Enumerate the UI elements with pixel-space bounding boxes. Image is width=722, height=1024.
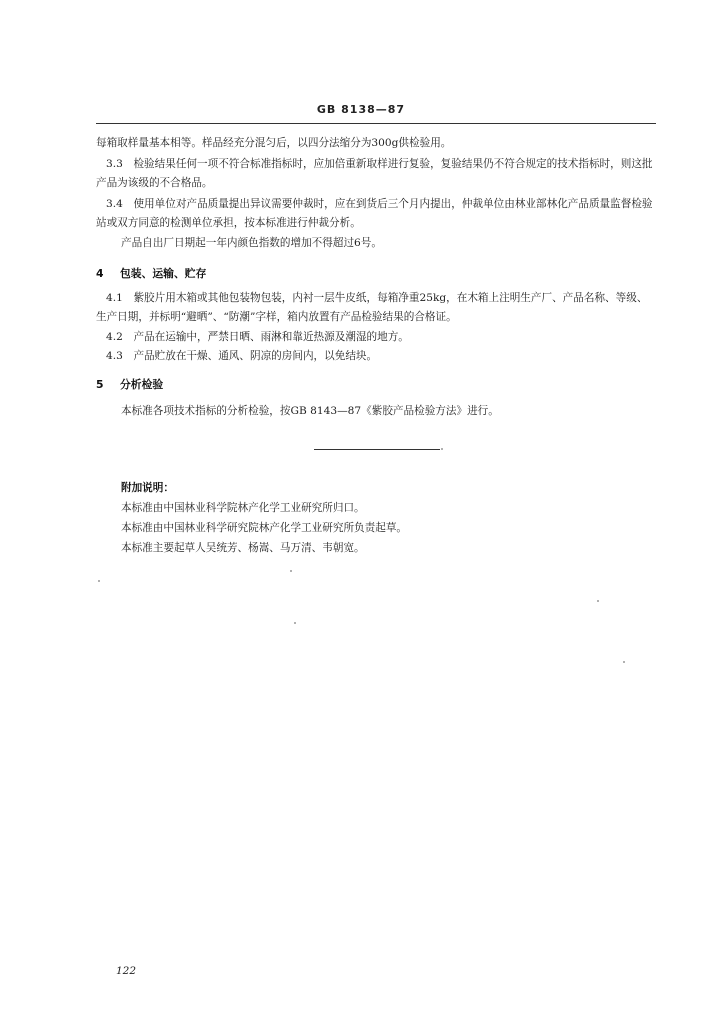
scan-speck xyxy=(290,570,292,572)
end-rule xyxy=(314,449,440,450)
section-number: 5 xyxy=(96,378,104,391)
clause-4-3: 4.3 产品贮放在干燥、通风、阴凉的房间内，以免结块。 xyxy=(106,350,378,362)
section-5-text: 本标准各项技术指标的分析检验，按GB 8143—87《紫胶产品检验方法》进行。 xyxy=(121,405,499,417)
note-line: 本标准主要起草人吴统芳、杨嵩、马万清、韦朝宽。 xyxy=(121,542,365,554)
note-line: 本标准由中国林业科学研究院林产化学工业研究所负责起草。 xyxy=(121,522,408,534)
section-heading-5 xyxy=(96,377,163,392)
paragraph-continued: 每箱取样量基本相等。样品经充分混匀后，以四分法缩分为300g供检验用。 xyxy=(96,137,452,149)
scan-speck xyxy=(98,580,100,582)
section-heading-4 xyxy=(96,266,206,281)
note-line: 本标准由中国林业科学院林产化学工业研究所归口。 xyxy=(121,502,365,514)
scan-speck xyxy=(597,600,599,602)
notes-title: 附加说明： xyxy=(121,482,174,494)
scan-speck xyxy=(441,448,443,450)
page-header: GB 8138—87 xyxy=(316,103,406,116)
section-title: 包装、运输、贮存 xyxy=(120,267,207,280)
paragraph-3-4: 3.4 使用单位对产品质量提出异议需要仲裁时，应在到货后三个月内提出，仲裁单位由林业部林化产品质量监督检验站或双方同意的检测单位承担，按本标准进行仲裁分析。 xyxy=(96,198,653,229)
paragraph-3-4-color: 产品自出厂日期起一年内颜色指数的增加不得超过6号。 xyxy=(121,237,382,249)
scan-speck xyxy=(623,661,625,663)
page-number: 122 xyxy=(116,965,137,977)
clause-4-1: 4.1 紫胶片用木箱或其他包装物包装，内衬一层牛皮纸，每箱净重25kg，在木箱上注明生产厂、产品名称、等级、生产日期，并标明“避晒”、“防潮”字样，箱内放置有产品检验结果的合格证。 xyxy=(96,292,648,323)
section-title: 分析检验 xyxy=(120,378,164,391)
scan-speck xyxy=(294,622,296,624)
paragraph-3-3: 3.3 检验结果任何一项不符合标准指标时，应加倍重新取样进行复验，复验结果仍不符合规定的技术指标时，则这批产品为该级的不合格品。 xyxy=(96,158,653,189)
section-number: 4 xyxy=(96,267,104,280)
header-rule xyxy=(96,123,656,124)
clause-4-2: 4.2 产品在运输中，严禁日晒、雨淋和靠近热源及潮湿的地方。 xyxy=(106,331,409,343)
